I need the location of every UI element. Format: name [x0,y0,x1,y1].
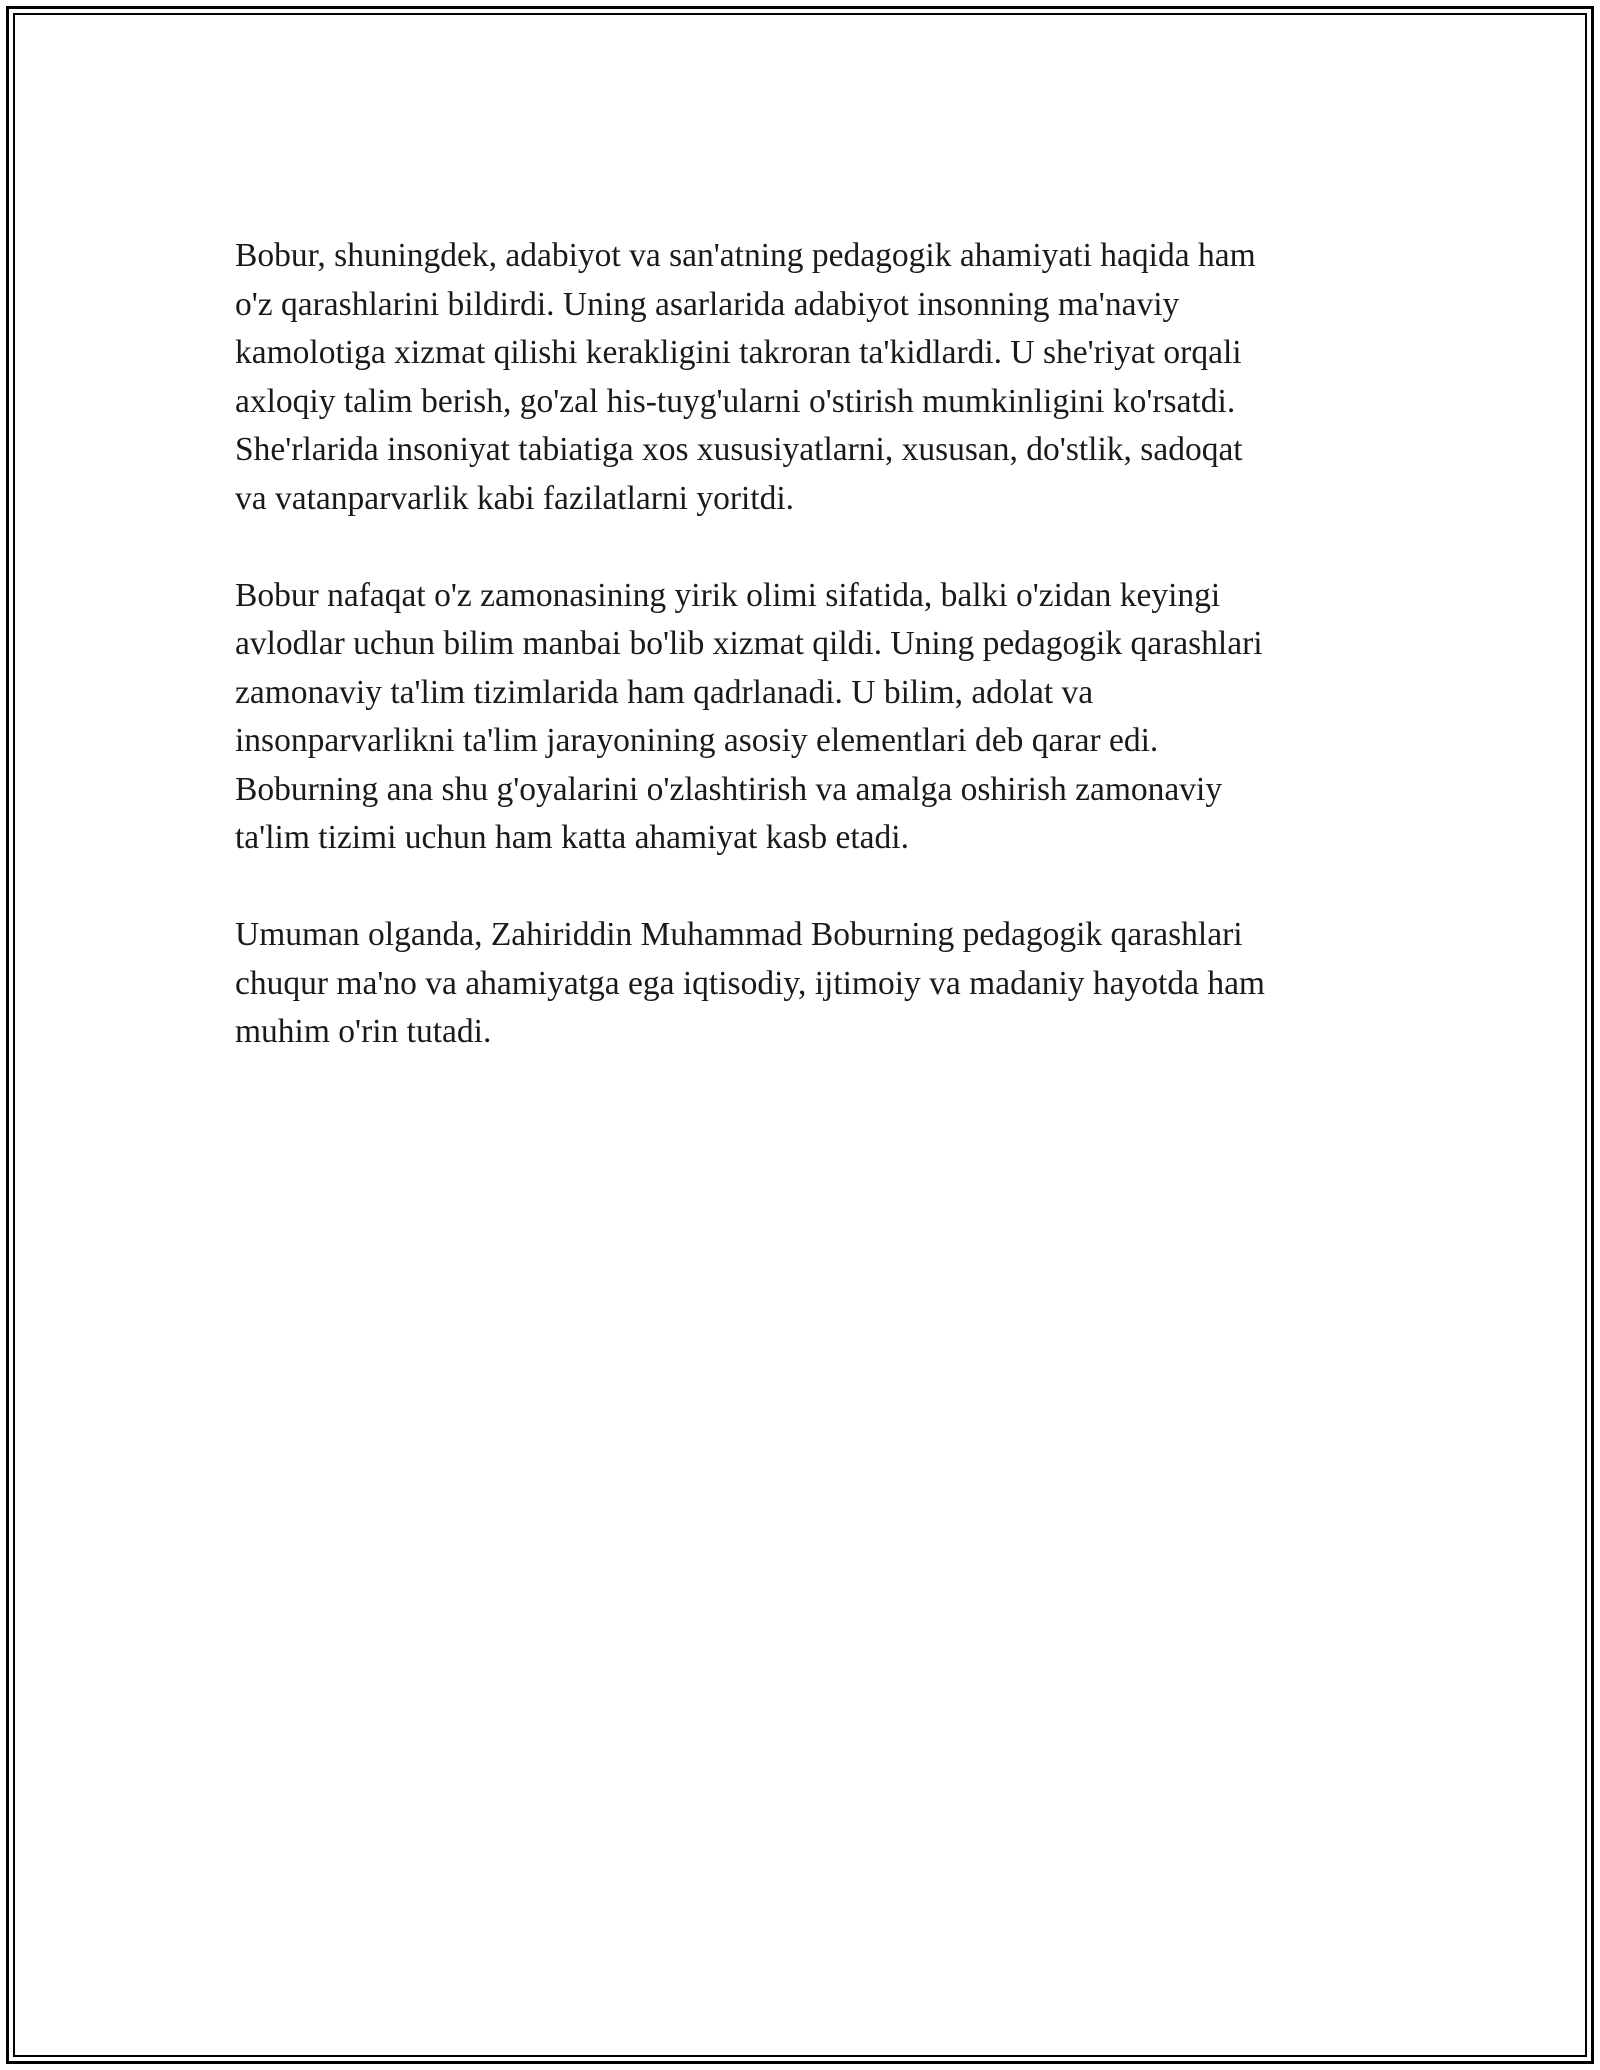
paragraph-1 [235,232,1395,523]
text-line: avlodlar uchun bilim manbai bo'lib xizmat qildi. Uning pedagogik qarashlari [235,625,1263,662]
text-line: Bobur, shuningdek, adabiyot va san'atning pedagogik ahamiyati haqida ham [235,237,1256,274]
text-line: axloqiy talim berish, go'zal his-tuyg'ularni o'stirish mumkinligini ko'rsatdi. [235,382,1236,420]
text-line: muhim o'rin tutadi. [235,1013,492,1050]
text-line: chuqur ma'no va ahamiyatga ega iqtisodiy, ijtimoiy va madaniy hayotda ham [235,964,1265,1002]
document-body [235,232,1395,1105]
text-line: Boburning ana shu g'oyalarini o'zlashtirish va amalga oshirish zamonaviy [235,770,1223,808]
text-line: Umuman olganda, Zahiriddin Muhammad Boburning pedagogik qarashlari [235,916,1243,953]
text-line: ta'lim tizimi uchun ham katta ahamiyat kasb etadi. [235,819,909,856]
paragraph-3 [235,911,1395,1057]
text-line: kamolotiga xizmat qilishi kerakligini takroran ta'kidlardi. U she'riyat orqali [235,334,1242,371]
text-line: Bobur nafaqat o'z zamonasining yirik olimi sifatida, balki o'zidan keyingi [235,576,1221,614]
text-line: She'rlarida insoniyat tabiatiga xos xususiyatlarni, xususan, do'stlik, sadoqat [235,431,1243,468]
text-line: zamonaviy ta'lim tizimlarida ham qadrlanadi. U bilim, adolat va [235,673,1094,711]
paragraph-2 [235,572,1395,863]
text-line: insonparvarlikni ta'lim jarayonining asosiy elementlari deb qarar edi. [235,722,1159,759]
text-line: o'z qarashlarini bildirdi. Uning asarlarida adabiyot insonning ma'naviy [235,285,1180,323]
text-line: va vatanparvarlik kabi fazilatlarni yoritdi. [235,479,795,517]
